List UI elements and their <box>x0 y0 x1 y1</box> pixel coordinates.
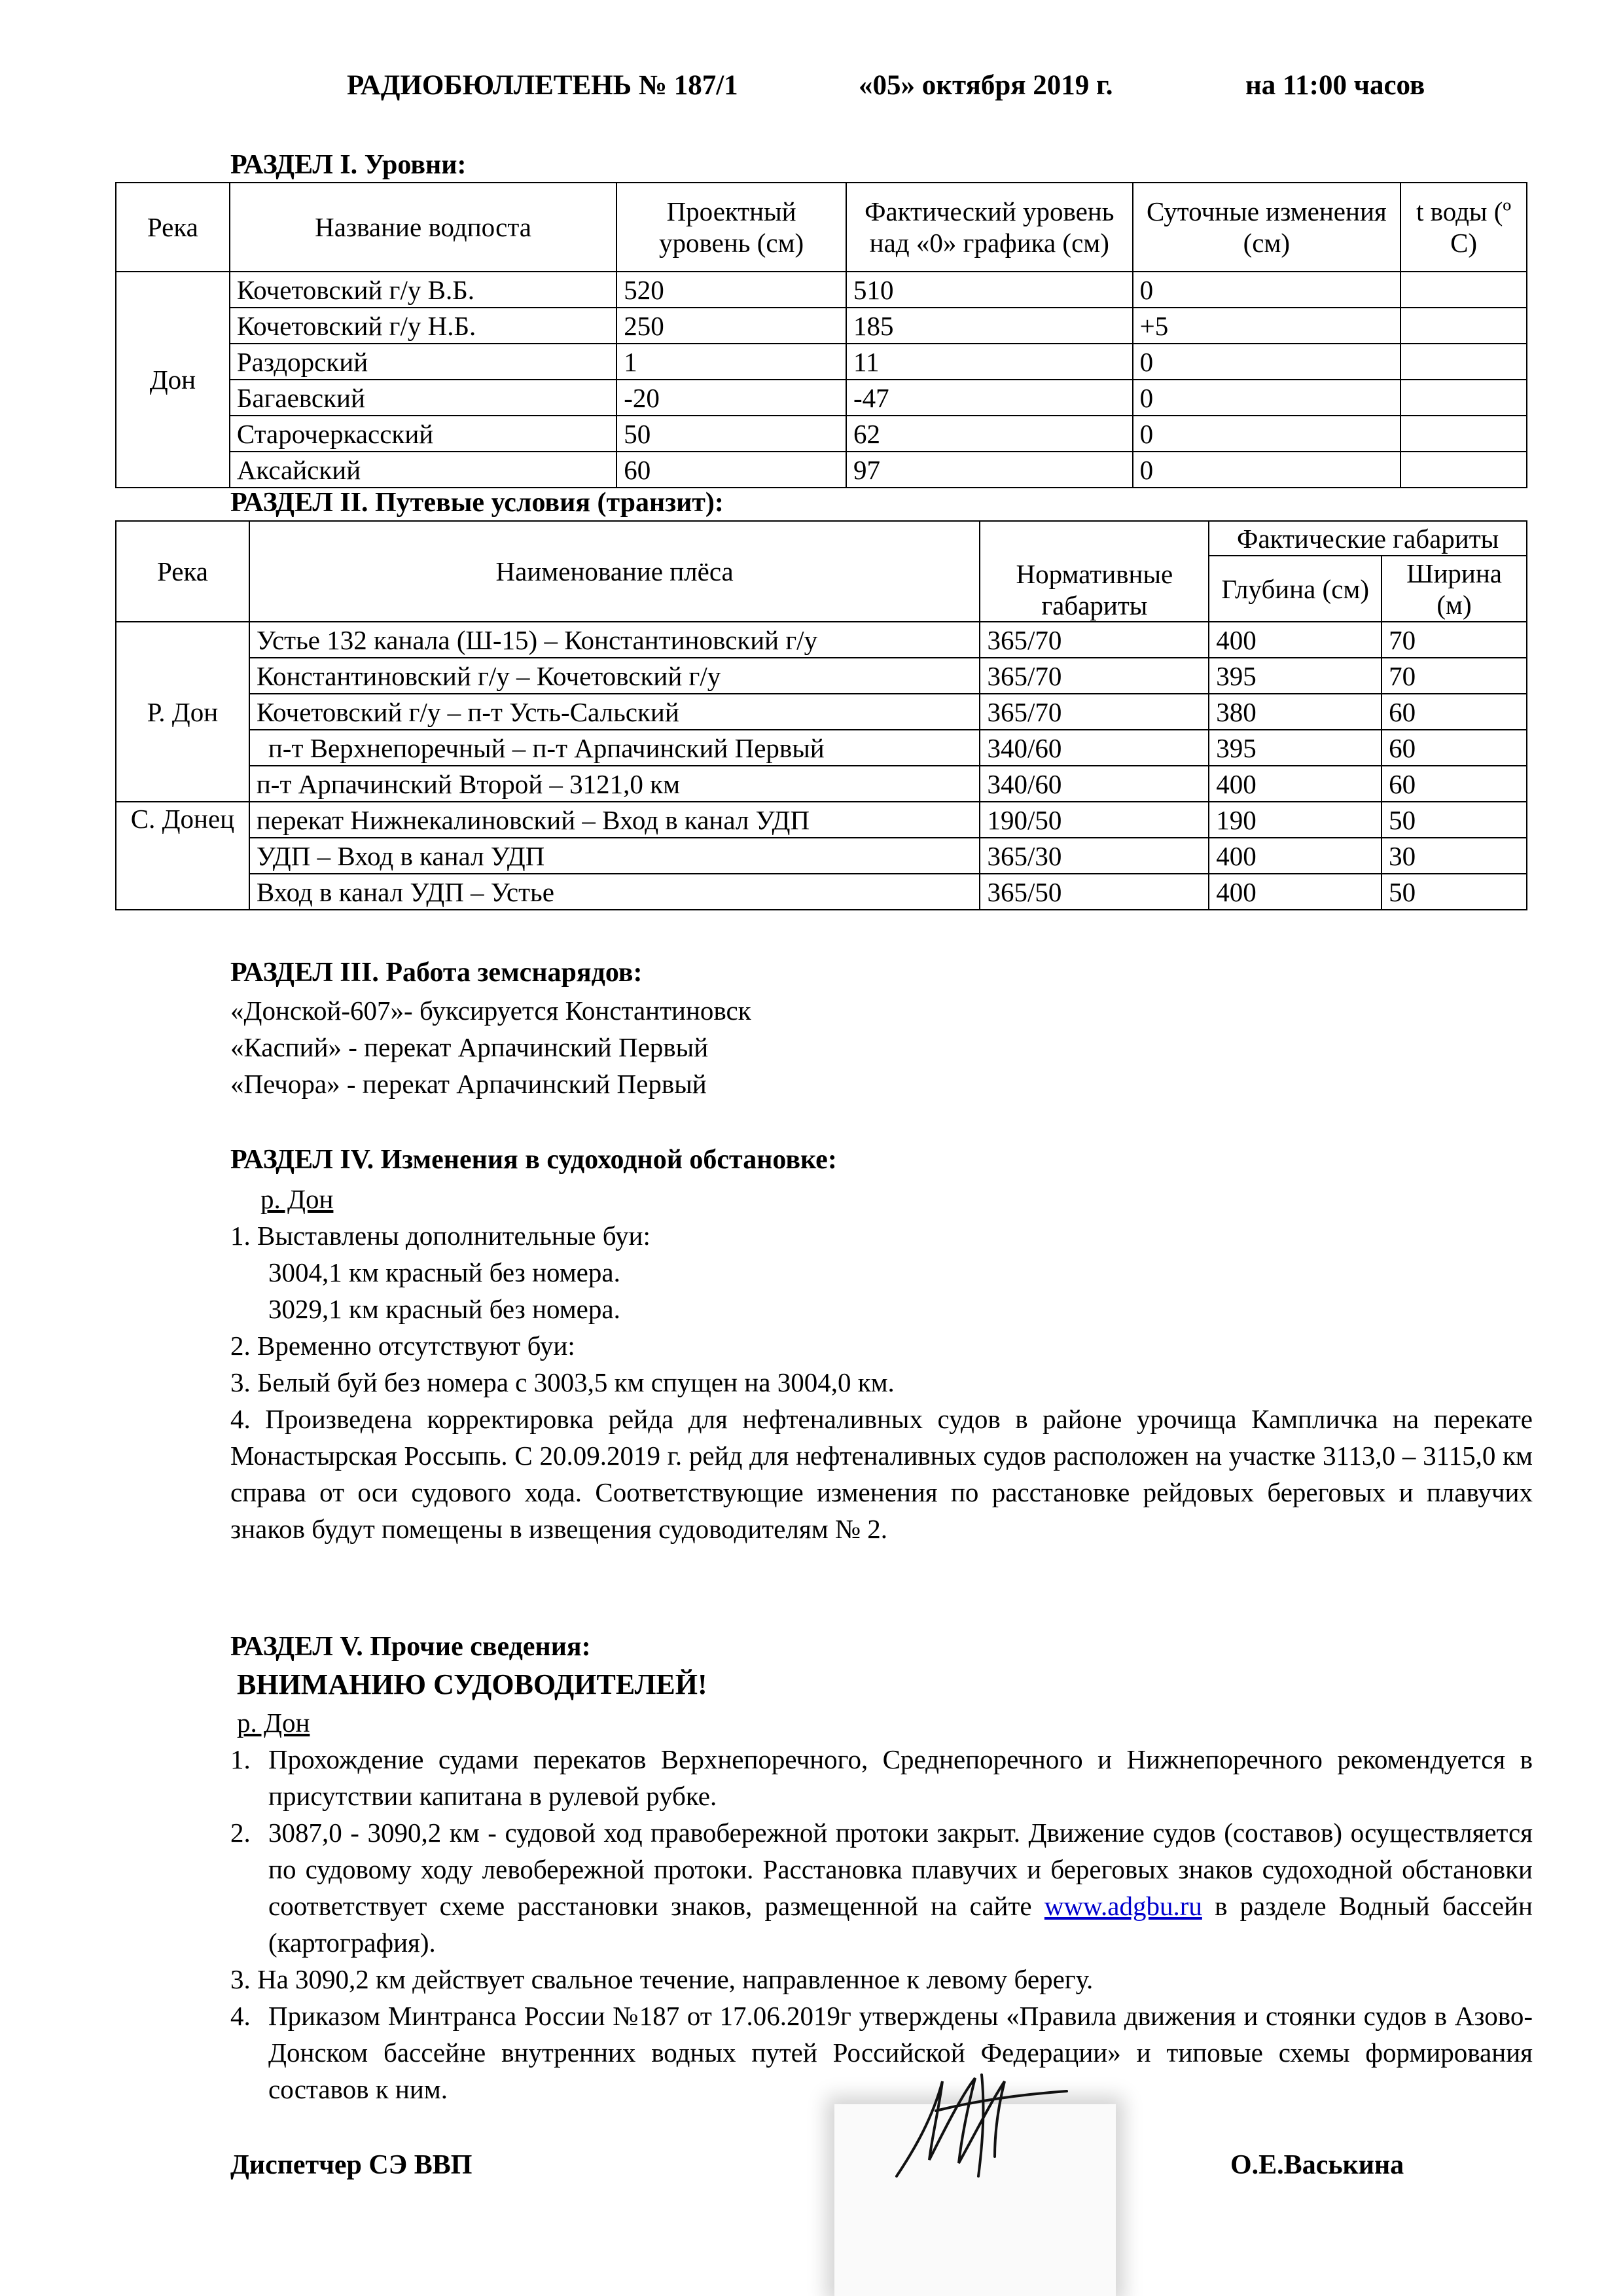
norm-dims: 365/70 <box>980 622 1209 658</box>
daily-change: +5 <box>1133 308 1401 344</box>
section5-item2-num: 2. <box>230 1818 251 1848</box>
width: 30 <box>1382 838 1527 874</box>
reach-name: Константиновский г/у – Кочетовский г/у <box>249 658 980 694</box>
dispatcher-title: Диспетчер СЭ ВВП <box>230 2150 473 2180</box>
station-name: Кочетовский г/у В.Б. <box>230 272 616 308</box>
section5-item4: Приказом Минтранса России №187 от 17.06.2019г утверждены «Правила движения и стоянки судов в Азово-Донском бассейне внутренних водных путей Российской Федерации» и типовые схемы формирования составов к ним. <box>268 2001 1533 2104</box>
actual-level: 11 <box>846 344 1133 380</box>
bulletin-title: РАДИОБЮЛЛЕТЕНЬ № 187/1 <box>347 70 738 101</box>
project-level: 520 <box>616 272 846 308</box>
daily-change: 0 <box>1133 380 1401 416</box>
attention-heading: ВНИМАНИЮ СУДОВОДИТЕЛЕЙ! <box>237 1668 707 1700</box>
reach-name: УДП – Вход в канал УДП <box>249 838 980 874</box>
section1-title: РАЗДЕЛ I. Уровни: <box>230 150 467 180</box>
transit-table <box>115 520 1527 910</box>
section5-item2 <box>268 1814 1533 1961</box>
table-row <box>116 658 1527 694</box>
reach-name: Устье 132 канала (Ш-15) – Константиновский г/у <box>249 622 980 658</box>
section2-title: РАЗДЕЛ II. Путевые условия (транзит): <box>230 488 724 518</box>
section4-river: р. Дон <box>260 1184 334 1214</box>
daily-change: 0 <box>1133 344 1401 380</box>
depth: 380 <box>1209 694 1382 730</box>
table-row <box>116 272 1527 308</box>
station-name: Аксайский <box>230 452 616 488</box>
actual-level: 510 <box>846 272 1133 308</box>
depth: 190 <box>1209 802 1382 838</box>
table-row <box>116 622 1527 658</box>
river-cell-donets: С. Донец <box>116 802 249 910</box>
table-row <box>116 452 1527 488</box>
bulletin-date: «05» октября 2019 г. <box>859 70 1113 101</box>
col-river: Река <box>116 183 230 272</box>
daily-change: 0 <box>1133 416 1401 452</box>
table-row <box>116 344 1527 380</box>
project-level: -20 <box>616 380 846 416</box>
station-name: Раздорский <box>230 344 616 380</box>
bulletin-time: на 11:00 часов <box>1245 70 1425 101</box>
col-station: Название водпоста <box>230 183 616 272</box>
water-temp <box>1400 452 1527 488</box>
section5-item3: 3. На 3090,2 км действует свальное течение, направленное к левому берегу. <box>230 1964 1094 1994</box>
section4-item1-a: 3004,1 км красный без номера. <box>268 1257 620 1287</box>
levels-header-row <box>116 183 1527 272</box>
col-actual-level: Фактический уровень над «0» графика (см) <box>846 183 1133 272</box>
norm-dims: 190/50 <box>980 802 1209 838</box>
table-row <box>116 416 1527 452</box>
section4-item1-b: 3029,1 км красный без номера. <box>268 1294 620 1324</box>
width: 60 <box>1382 766 1527 802</box>
station-name: Старочеркасский <box>230 416 616 452</box>
col-depth: Глубина (см) <box>1209 556 1382 622</box>
table-row <box>116 308 1527 344</box>
section5-item4-num: 4. <box>230 2001 251 2031</box>
station-name: Кочетовский г/у Н.Б. <box>230 308 616 344</box>
section5-item1: Прохождение судами перекатов Верхнепоречного, Среднепоречного и Нижнепоречного рекомендуется в присутствии капитана в рулевой рубке. <box>268 1744 1533 1811</box>
depth: 400 <box>1209 838 1382 874</box>
norm-dims: 365/30 <box>980 838 1209 874</box>
col-width: Ширина (м) <box>1382 556 1527 622</box>
project-level: 60 <box>616 452 846 488</box>
station-name: Багаевский <box>230 380 616 416</box>
table-row <box>116 730 1527 766</box>
norm-dims: 340/60 <box>980 730 1209 766</box>
reach-name: п-т Арпачинский Второй – 3121,0 км <box>249 766 980 802</box>
width: 60 <box>1382 694 1527 730</box>
section4-item4: 4. Произведена корректировка рейда для нефтеналивных судов в районе урочища Кампличка на перекате Монастырская Россыпь. С 20.09.2019 г. рейд для нефтеналивных судов расположен на участке 3113,0 – 3115,0 км справа от оси судового хода. Соответствующие изменения по расстановке рейдовых береговых и плавучих знаков будут помещены в извещения судоводителям № 2. <box>230 1404 1533 1544</box>
norm-dims: 365/70 <box>980 694 1209 730</box>
width: 60 <box>1382 730 1527 766</box>
reach-name: Вход в канал УДП – Устье <box>249 874 980 910</box>
dredger-line: «Донской-607»- буксируется Константиновск <box>230 996 751 1026</box>
adgbu-link[interactable]: www.adgbu.ru <box>1044 1891 1202 1921</box>
table-row <box>116 766 1527 802</box>
norm-dims: 365/50 <box>980 874 1209 910</box>
norm-dims: 365/70 <box>980 658 1209 694</box>
section5-item2-text: 3087,0 - 3090,2 км - судовой ход правобережной протоки закрыт. Движение судов (составов) осуществляется по судовому ходу левобережной протоки. Расстановка плавучих и береговых знаков судоходной обстановки соответствует схеме расстановки знаков, размещенной на сайте <box>268 1818 1533 1921</box>
actual-level: 185 <box>846 308 1133 344</box>
section4-item1: 1. Выставлены дополнительные буи: <box>230 1221 651 1251</box>
daily-change: 0 <box>1133 452 1401 488</box>
depth: 395 <box>1209 730 1382 766</box>
section4-title: РАЗДЕЛ IV. Изменения в судоходной обстановке: <box>230 1145 837 1175</box>
project-level: 50 <box>616 416 846 452</box>
water-temp <box>1400 380 1527 416</box>
col-daily-change: Суточные изменения (см) <box>1133 183 1401 272</box>
levels-table <box>115 182 1527 488</box>
actual-level: -47 <box>846 380 1133 416</box>
col-reach: Наименование плёса <box>249 521 980 622</box>
col-river: Река <box>116 521 249 622</box>
section5-river: р. Дон <box>237 1708 310 1738</box>
dispatcher-name: О.Е.Васькина <box>1230 2150 1404 2180</box>
project-level: 250 <box>616 308 846 344</box>
section3-title: РАЗДЕЛ III. Работа земснарядов: <box>230 958 643 988</box>
section5-item1-num: 1. <box>230 1744 251 1774</box>
col-project-level: Проектный уровень (см) <box>616 183 846 272</box>
depth: 400 <box>1209 874 1382 910</box>
width: 70 <box>1382 622 1527 658</box>
reach-name: перекат Нижнекалиновский – Вход в канал УДП <box>249 802 980 838</box>
transit-header-row <box>116 521 1527 556</box>
table-row <box>116 802 1527 838</box>
reach-name: п-т Верхнепоречный – п-т Арпачинский Первый <box>249 730 980 766</box>
width: 50 <box>1382 802 1527 838</box>
dredger-line: «Печора» - перекат Арпачинский Первый <box>230 1069 707 1099</box>
table-row <box>116 694 1527 730</box>
water-temp <box>1400 272 1527 308</box>
section5-title: РАЗДЕЛ V. Прочие сведения: <box>230 1632 591 1662</box>
depth: 400 <box>1209 622 1382 658</box>
reach-name: Кочетовский г/у – п-т Усть-Сальский <box>249 694 980 730</box>
norm-dims: 340/60 <box>980 766 1209 802</box>
depth: 400 <box>1209 766 1382 802</box>
table-row <box>116 380 1527 416</box>
actual-level: 97 <box>846 452 1133 488</box>
table-row <box>116 838 1527 874</box>
section5-item2-tail: в разделе Водный бассейн (картография). <box>268 1891 1533 1958</box>
col-actual-dims: Фактические габариты <box>1209 521 1527 556</box>
section4-item2: 2. Временно отсутствуют буи: <box>230 1331 575 1361</box>
water-temp <box>1400 416 1527 452</box>
depth: 395 <box>1209 658 1382 694</box>
river-cell: Дон <box>116 272 230 488</box>
actual-level: 62 <box>846 416 1133 452</box>
dredger-line: «Каспий» - перекат Арпачинский Первый <box>230 1032 709 1062</box>
col-water-temp: t воды (º С) <box>1400 183 1527 272</box>
width: 50 <box>1382 874 1527 910</box>
project-level: 1 <box>616 344 846 380</box>
water-temp <box>1400 308 1527 344</box>
width: 70 <box>1382 658 1527 694</box>
river-cell-don: Р. Дон <box>116 622 249 802</box>
table-row <box>116 874 1527 910</box>
water-temp <box>1400 344 1527 380</box>
section4-item3: 3. Белый буй без номера с 3003,5 км спущен на 3004,0 км. <box>230 1367 895 1397</box>
signature <box>870 2055 1080 2193</box>
daily-change: 0 <box>1133 272 1401 308</box>
col-norm-dims: Нормативные габариты <box>980 521 1209 622</box>
